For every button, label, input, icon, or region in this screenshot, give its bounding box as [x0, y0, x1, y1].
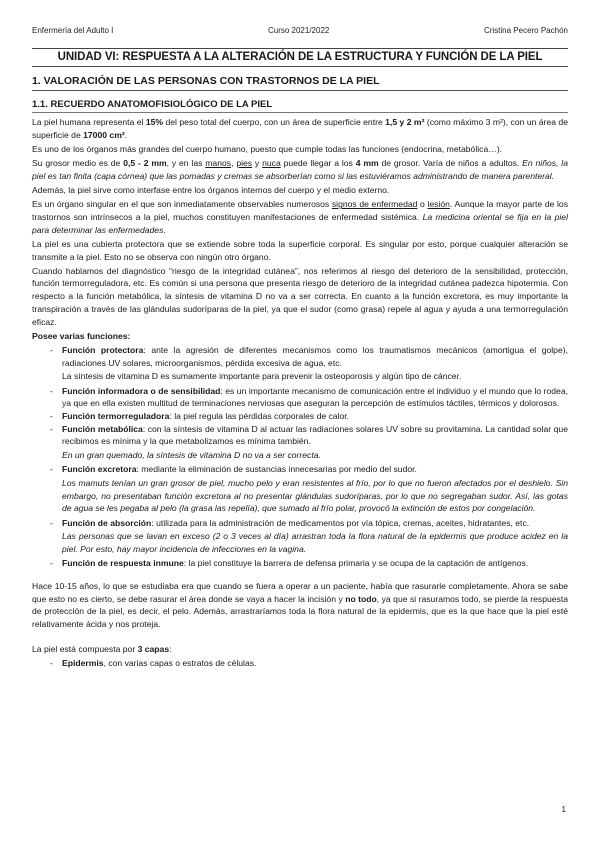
page-header [32, 26, 568, 35]
paragraph-layers: La piel está compuesta por 3 capas: [32, 643, 172, 654]
function-protectora-extra: La síntesis de vitamina D es sumamente importante para prevenir la osteoporosis y algún tipo de cáncer. [62, 371, 462, 382]
function-metabolica: - Función metabólica: con la síntesis de vitamina D al actuar las radiaciones solares UV sobre su provitamina. La cantidad solar que recibimos es mínima y la que metabolizamos es mínima también. [50, 423, 568, 447]
paragraph-largest-organ: Es uno de los órganos más grandes del cuerpo humano, puesto que cumple todas las funciones (endocrina, metabólica…). [32, 143, 503, 154]
functions-heading: Posee varias funciones: [32, 330, 131, 341]
functions-list [32, 344, 568, 369]
paragraph-diagnosis: Cuando hablamos del diagnóstico “riesgo de la integridad cutánea”, nos referimos al riesgo del deterioro de la sensibilidad, protección, función termorreguladora, etc. Es común si una persona que presenta riesgo de deterioro de la integridad cutánea padezca hipotermia. Con respecto a la función metabólica, la síntesis de vitamina D no va a ser correcta. En cuanto a la función excretora, es muy importante la transpiración a través de las glándulas sudoríparas de la piel, ya que el sudor (como grasa) repele al agua y ayuda a una termorregulación eficaz. [32, 265, 568, 327]
functions-list-5 [32, 557, 568, 570]
header-author: Cristina Pecero Pachón [483, 26, 568, 35]
header-course-name: Enfermería del Adulto I [32, 26, 114, 35]
functions-list-3 [32, 463, 568, 476]
functions-list-2 [32, 385, 568, 449]
paragraph-unique-organ: Es un órgano singular en el que son inmediatamente observables numerosos signos de enfermedad o lesión. Aunque la mayor parte de los trastornos son intrínsecos a la piel, muchos constituyen manifestaciones de enfermedad sistémica. La medicina oriental se fija en la piel para determinar las enfermedades. [32, 199, 569, 235]
function-termorreguladora: - Función termorreguladora: la piel regula las pérdidas corporales de calor. [50, 410, 350, 421]
paragraph-protective-cover: La piel es una cubierta protectora que se extiende sobre toda la superficie corporal. Es singular por esto, porque cualquier alteración se transmite a la piel. Esto no se observa con ningún otro órgano. [32, 238, 568, 262]
paragraph-interface: Además, la piel sirve como interfase entre los órganos internos del cuerpo y el medio externo. [32, 185, 390, 196]
unit-title: UNIDAD VI: RESPUESTA A LA ALTERACIÓN DE LA ESTRUCTURA Y FUNCIÓN DE LA PIEL [32, 48, 568, 67]
paragraph-shaving: Hace 10-15 años, lo que se estudiaba era que cuando se fuera a operar a un paciente, había que rasurarle completamente. Ahora se sabe que esto no es cierto, se debe rasurar el área donde se vaya a hacer la incisión y no todo, ya que si rasuramos todo, se pierde la respuesta de protección de la piel, es decir, el pelo. Además, arrastraríamos toda la flora natural de la epidermis, que es la que hace que la piel esté relativamente ácida y nos proteja. [32, 580, 569, 630]
function-inmune: - Función de respuesta inmune: la piel constituye la barrera de defensa primaria y se ocupa de la captación de antígenos. [50, 558, 529, 569]
function-excretora: - Función excretora: mediante la eliminación de sustancias innecesarias por medio del sudor. [50, 464, 417, 475]
function-informadora: - Función informadora o de sensibilidad: es un importante mecanismo de comunicación entre el individuo y el mundo que lo rodea, ya que en ella existen multitud de terminaciones nerviosas que aseguran la percepción de estímulos táctiles, térmicos y dolorosos. [50, 385, 568, 409]
section-title: 1. VALORACIÓN DE LAS PERSONAS CON TRASTORNOS DE LA PIEL [32, 73, 568, 91]
function-absorcion: - Función de absorción: utilizada para la administración de medicamentos por vía tópica, cremas, aceites, hidratantes, etc. [50, 517, 530, 528]
functions-list-4 [32, 517, 568, 530]
function-absorcion-note: Las personas que se lavan en exceso (2 o 3 veces al día) arrastran toda la flora natural de la epidermis que produce acidez en la piel. Por esto, hay mayor incidencia de infecciones en la vagina. [62, 531, 568, 554]
page-content [32, 48, 568, 671]
layer-epidermis: - Epidermis, con varias capas o estratos de células. [50, 657, 257, 668]
header-academic-year: Curso 2021/2022 [267, 26, 330, 35]
function-excretora-note: Los mamuts tenían un gran grosor de piel, mucho pelo y eran resistentes al frío, por lo que no fueron afectados por el deshielo. Sin embargo, no presentaban función excretora al no presentar glándulas sudoríparas, por lo que no segregaban sudor. Así, las gotas de agua se les pegaba al pelo (la grasa las repelía), que sumado al frío polar, provocó la extinción de estos por congelación. [62, 477, 568, 514]
subsection-title: 1.1. RECUERDO ANATOMOFISIOLÓGICO DE LA PIEL [32, 98, 568, 113]
function-protectora: - Función protectora: ante la agresión de diferentes mecanismos como los traumatismos mecánicos (amortigua el golpe), radiaciones UV solares, microorganismos, pérdida excesiva de agua, etc. [50, 344, 568, 368]
paragraph-thickness: Su grosor medio es de 0,5 - 2 mm, y en las manos, pies y nuca puede llegar a los 4 mm de grosor. Varía de niños a adultos. En niños, la piel es tan finita (capa córnea) que las pomadas y cremas se absorberían como si las estuviéramos administrando de manera parenteral. [32, 158, 568, 181]
paragraph-skin-weight: La piel humana representa el 15% del peso total del cuerpo, con un área de superficie entre 1,5 y 2 m² (como máximo 3 m²), con un área de superficie de 17000 cm². [32, 117, 568, 140]
layers-list [32, 657, 568, 670]
function-metabolica-note: En un gran quemado, la síntesis de vitamina D no va a ser correcta. [62, 450, 321, 461]
page-number: 1 [561, 805, 566, 814]
